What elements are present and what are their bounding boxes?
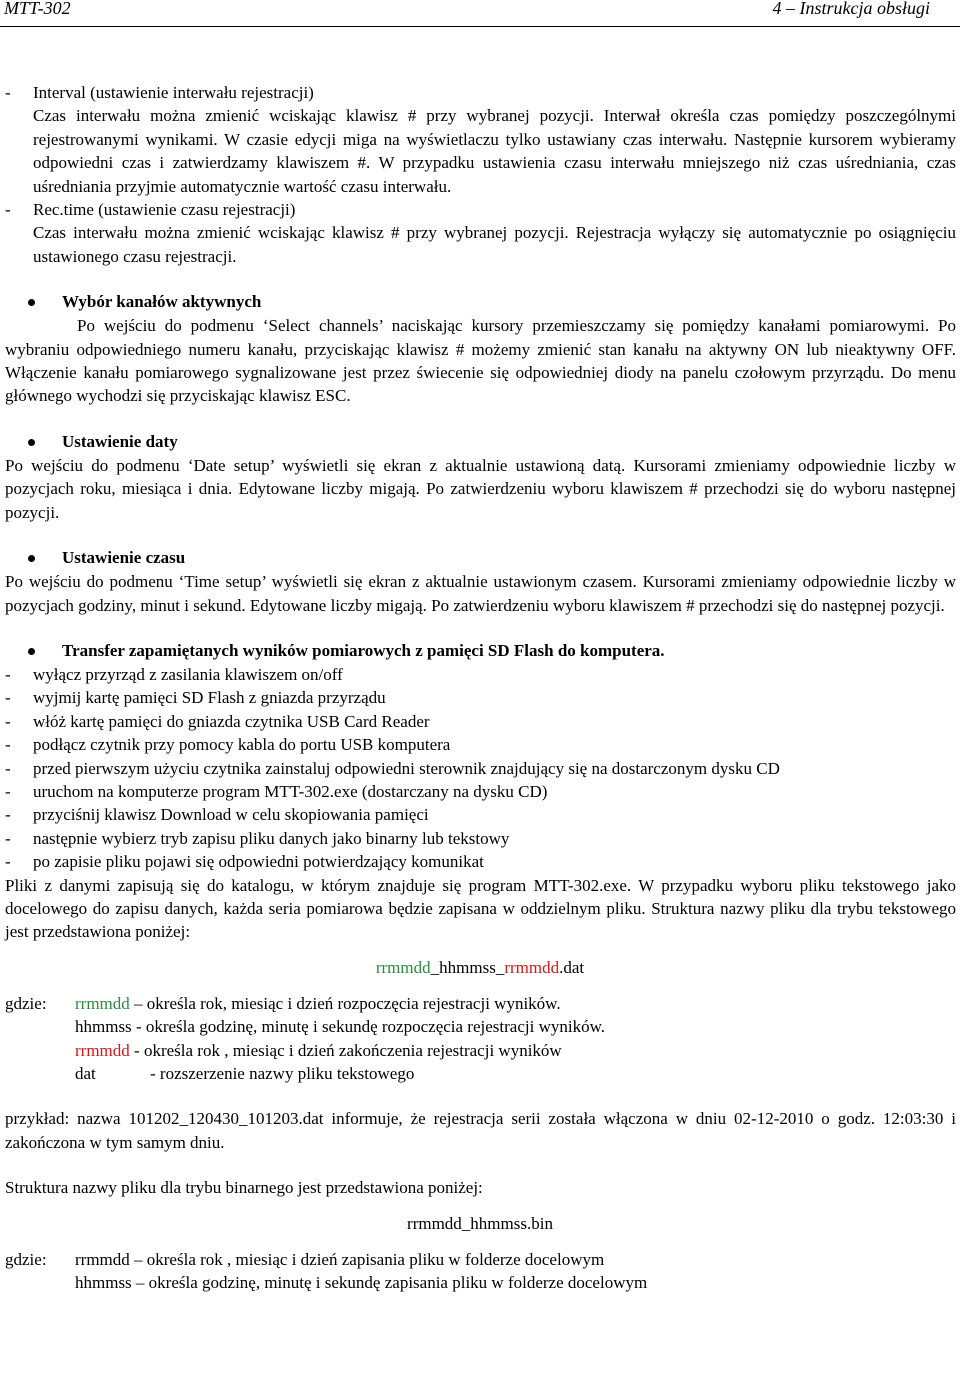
list-item: - wyłącz przyrząd z zasilania klawiszem on/off [5,664,343,684]
transfer-heading: Transfer zapamiętanych wyników pomiarowych z pamięci SD Flash do komputera. [0,639,960,663]
definition-row: gdzie: rrmmdd – określa rok, miesiąc i dzień rozpoczęcia rejestracji wyników. [5,993,561,1013]
definition-row: rrmmdd - określa rok , miesiąc i dzień zakończenia rejestracji wyników [75,1040,562,1060]
list-item: - przed pierwszym użyciu czytnika zainstaluj odpowiedni sterownik znajdujący się na dostarczonym dysku CD [5,758,780,778]
definition-row: hhmmss – określa godzinę, minutę i sekundę zapisania pliku w folderze docelowym [75,1273,648,1293]
time-body: Po wejściu do podmenu ‘Time setup’ wyświetli się ekran z aktualnie ustawionym czasem. Kursorami zmieniamy odpowiednie liczby w pozycjach godziny, minut i sekund. Edytowane liczby migają. Po zatwierdzeniu wyboru klawiszem # przechodzi się do następnej pozycji. [5,572,956,615]
binary-filename-pattern: rrmmdd_hhmmss.bin [407,1213,553,1233]
channels-heading: Wybór kanałów aktywnych [0,290,960,314]
list-item: - następnie wybierz tryb zapisu pliku danych jako binarny lub tekstowy [5,828,510,848]
rectime-title: - Rec.time (ustawienie czasu rejestracji) [5,200,296,220]
page-header [0,0,960,27]
interval-body: Czas interwału można zmienić wciskając klawisz # przy wybranej pozycji. Interwał określa czas pomiędzy poszczególnymi rejestrowanymi wynikami. W czasie edycji miga na wyświetlaczu tylko ustawiany czas interwału. Następnie kursorem wybieramy odpowiedni czas i zatwierdzamy klawiszem #. W przypadku ustawienia czasu interwału mniejszego niż czas uśredniania, czas uśredniania przyjmie automatycznie wartość czasu interwału. [33,106,956,196]
rectime-body: Czas interwału można zmienić wciskając klawisz # przy wybranej pozycji. Rejestracja wyłączy się automatycznie po osiągnięciu ustawionego czasu rejestracji. [33,223,956,266]
list-item: - wyjmij kartę pamięci SD Flash z gniazda przyrządu [5,688,386,708]
transfer-after: Pliki z danymi zapisują się do katalogu, w którym znajduje się program MTT-302.exe. W przypadku wyboru pliku tekstowego jako docelowego do zapisu danych, każda seria pomiarowa będzie zapisana w oddzielnym pliku. Struktura nazwy pliku dla trybu tekstowego jest przedstawiona poniżej: [5,875,956,942]
text-example: przykład: nazwa 101202_120430_101203.dat informuje, że rejestracja serii została włączona w dniu 02-12-2010 o godz. 12:03:30 i zakończona w tym samym dniu. [5,1109,956,1152]
channels-body: Po wejściu do podmenu ‘Select channels’ naciskając kursory przemieszczamy się pomiędzy kanałami pomiarowymi. Po wybraniu odpowiedniego numeru kanału, przyciskając klawisz # możemy zmienić stan kanału na aktywny ON lub nieaktywny OFF. Włączenie kanału pomiarowego sygnalizowane jest przez świecenie się odpowiedniej diody na panelu czołowym przyrządu. Do menu głównego wychodzi się przyciskając klawisz ESC. [5,316,956,406]
date-heading: Ustawienie daty [0,430,960,454]
list-item: - podłącz czytnik przy pomocy kabla do portu USB komputera [5,735,451,755]
transfer-steps [0,663,960,874]
page-content [0,81,960,1294]
header-left: MTT-302 [4,0,71,18]
interval-title: - Interval (ustawienie interwału rejestracji) [5,83,314,102]
binary-intro: Struktura nazwy pliku dla trybu binarnego jest przedstawiona poniżej: [5,1178,483,1198]
list-item: - uruchom na komputerze program MTT-302.exe (dostarczany na dysku CD) [5,781,548,801]
definition-row: gdzie: rrmmdd – określa rok , miesiąc i dzień zapisania pliku w folderze docelowym [5,1249,605,1269]
text-filename-pattern: rrmmdd_hhmmss_rrmmdd.dat [375,957,585,977]
bullet-icon [28,648,35,655]
definition-row: hhmmss - określa godzinę, minutę i sekundę rozpoczęcia rejestracji wyników. [75,1017,605,1037]
definition-row: dat - rozszerzenie nazwy pliku tekstowego [75,1064,415,1083]
list-item: - przyciśnij klawisz Download w celu skopiowania pamięci [5,805,429,825]
header-right: 4 – Instrukcja obsługi [772,0,930,18]
list-item: - włóż kartę pamięci do gniazda czytnika USB Card Reader [5,711,430,731]
time-heading: Ustawienie czasu [0,546,960,570]
bullet-icon [28,439,35,446]
list-item: - po zapisie pliku pojawi się odpowiedni potwierdzający komunikat [5,852,484,872]
date-body: Po wejściu do podmenu ‘Date setup’ wyświetli się ekran z aktualnie ustawioną datą. Kursorami zmieniamy odpowiednie liczby w pozycjach roku, miesiąca i dnia. Edytowane liczby migają. Po zatwierdzeniu wyboru klawiszem # przechodzi się do wyboru następnej pozycji. [5,455,956,522]
